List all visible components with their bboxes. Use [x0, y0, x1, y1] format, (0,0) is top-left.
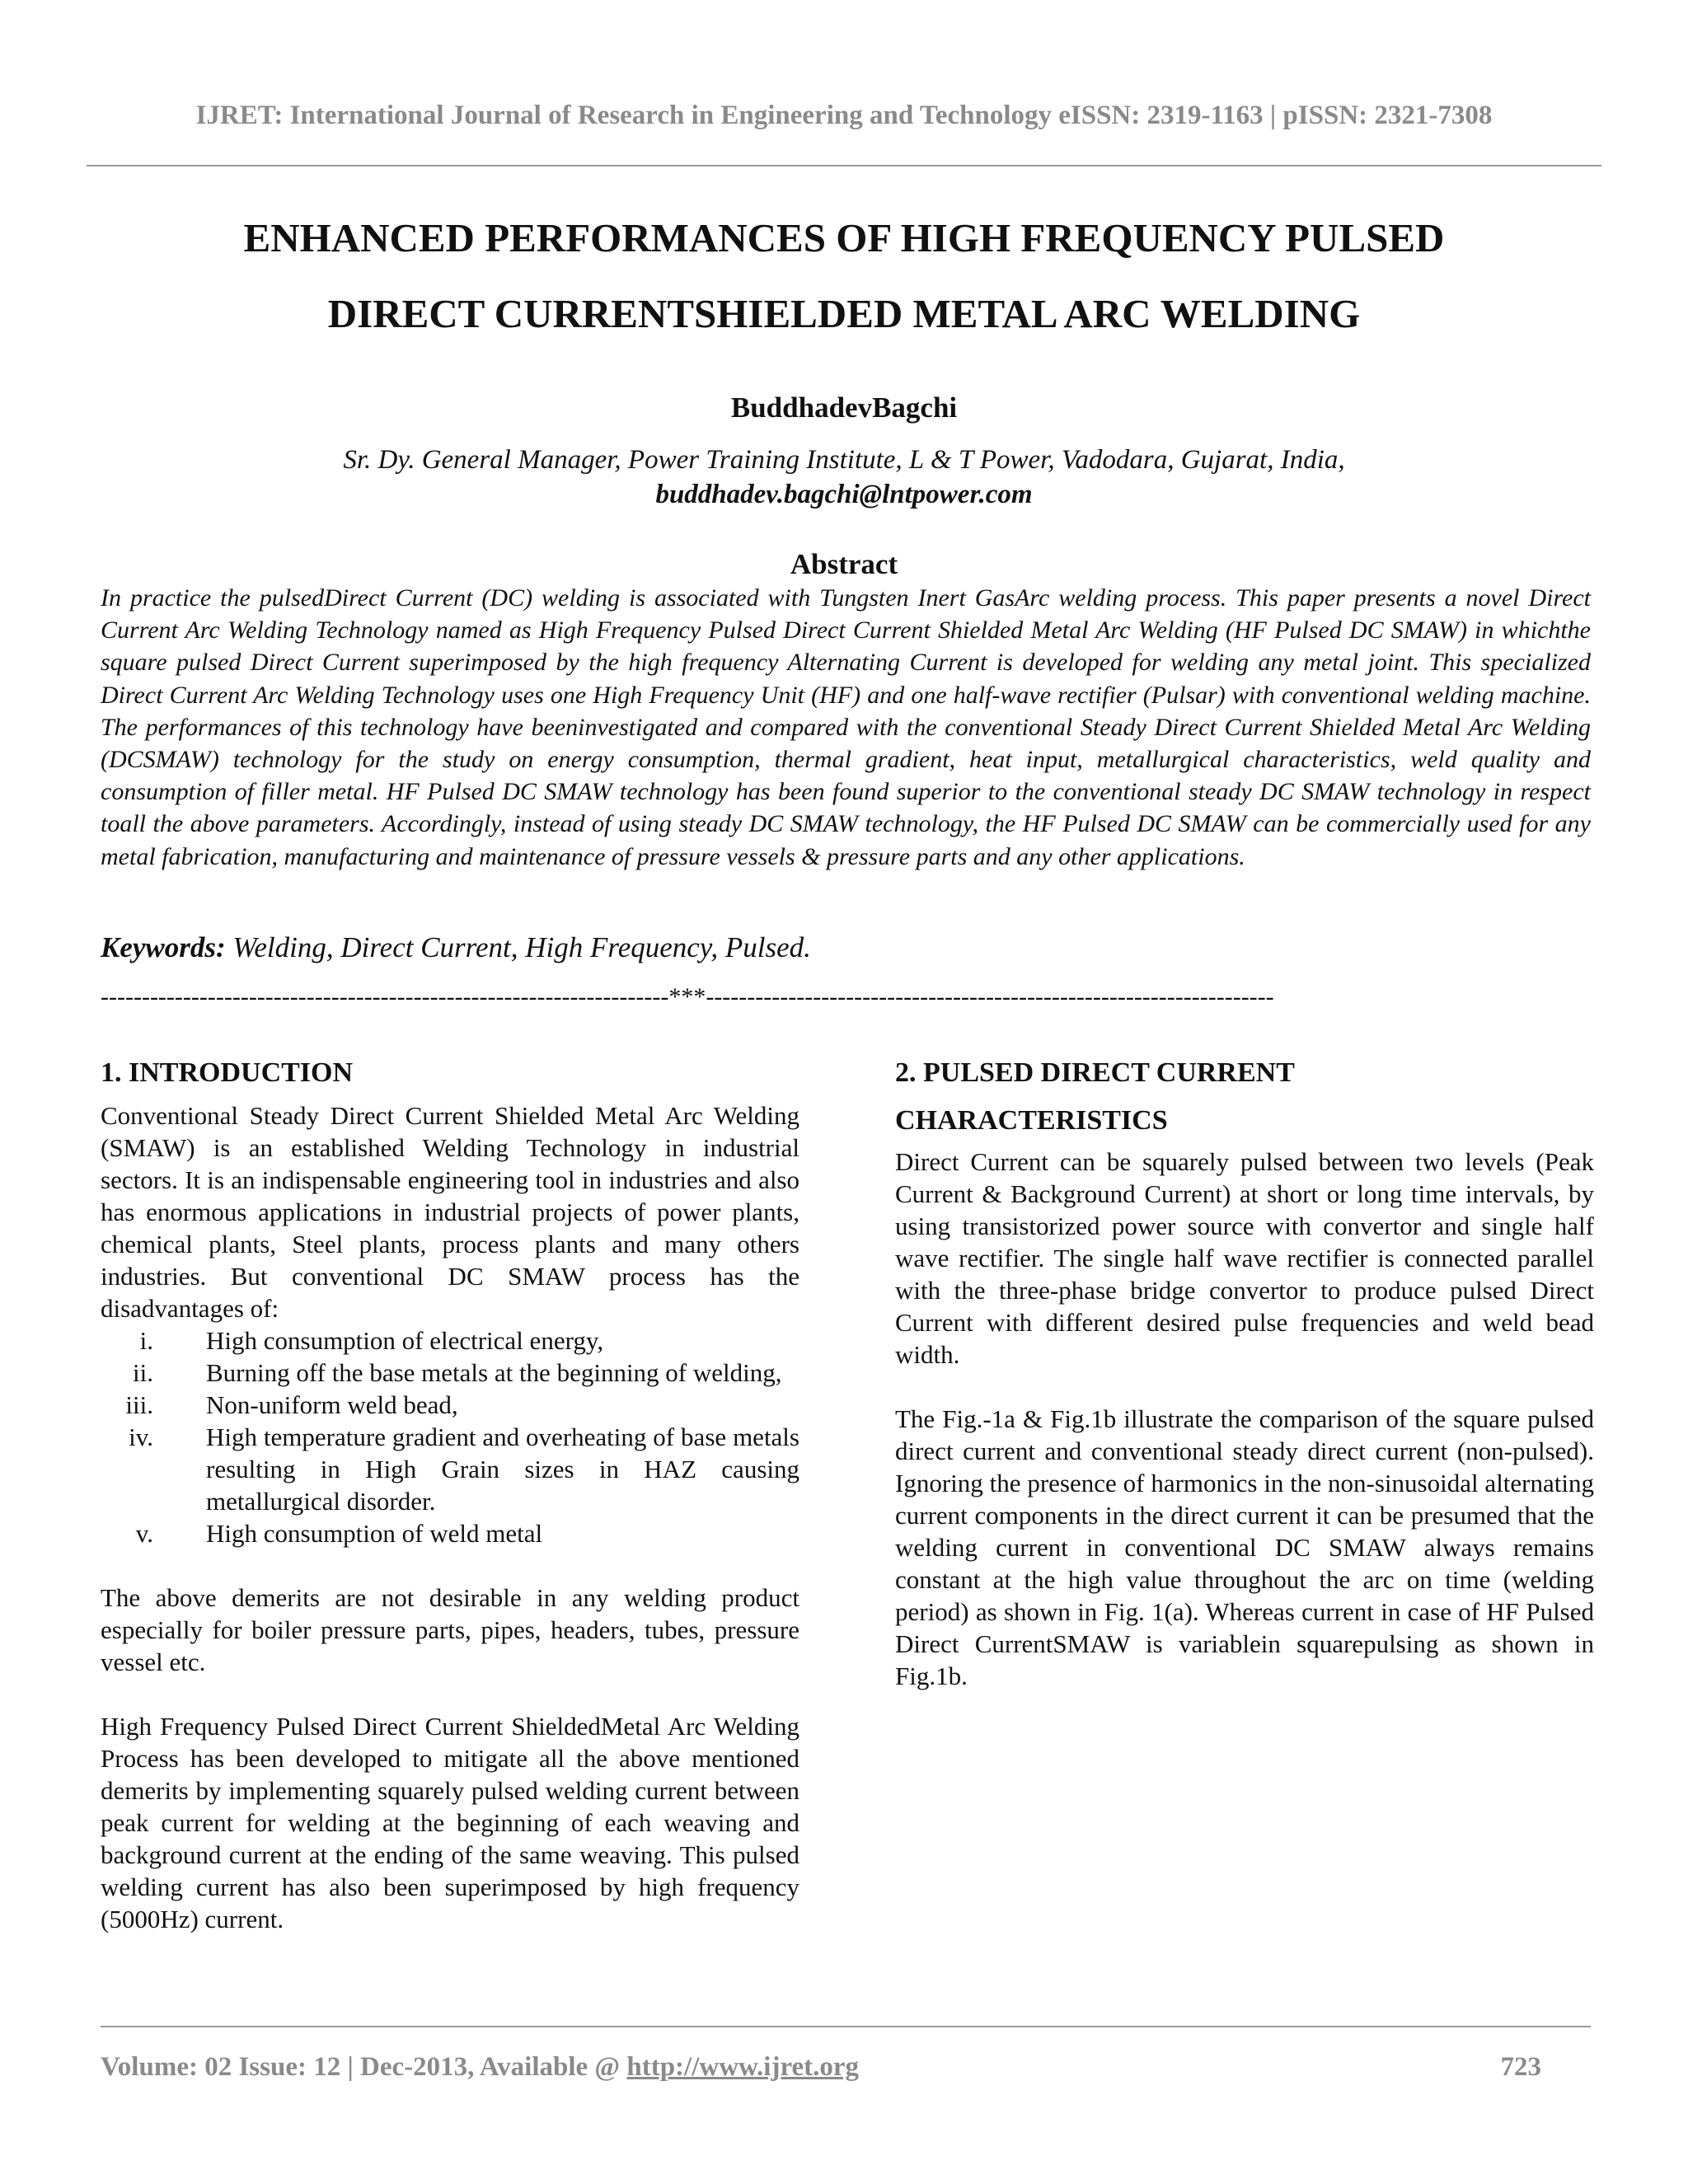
list-text: High consumption of weld metal — [206, 1519, 543, 1548]
title-line-2: DIRECT CURRENTSHIELDED METAL ARC WELDING — [327, 291, 1361, 336]
abstract-heading: Abstract — [790, 548, 898, 580]
section-1-paragraph-3: High Frequency Pulsed Direct Current ShieldedMetal Arc Welding Process has been developed to mitigate all the above mentioned demerits by implementing squarely pulsed welding current between peak current for welding at the beginning of each weaving and background current at the ending of the same weaving. This pulsed welding current has also been superimposed by high frequency (5000Hz) current. — [101, 1712, 799, 1933]
list-text: High temperature gradient and overheating of base metals resulting in High Grain sizes in HAZ causing metallurgical disorder. — [206, 1422, 799, 1516]
keywords-text: Welding, Direct Current, High Frequency, Pulsed. — [225, 931, 811, 963]
section-1-paragraph-2: The above demerits are not desirable in any welding product especially for boiler pressure parts, pipes, headers, tubes, pressure vessel etc. — [101, 1583, 799, 1676]
paper-title — [87, 200, 1601, 352]
list-text: Burning off the base metals at the beginning of welding, — [206, 1358, 782, 1387]
list-text: High consumption of electrical energy, — [206, 1326, 604, 1355]
section-separator: ---------------------------------------------------------------------***--------------------------------------------------------------------- — [101, 983, 1274, 1010]
disadvantages-list — [101, 1324, 799, 1549]
abstract-text: In practice the pulsedDirect Current (DC) welding is associated with Tungsten Inert GasArc welding process. This paper presents a novel Direct Current Arc Welding Technology named as High Frequency Pulsed Direct Current Shielded Metal Arc Welding (HF Pulsed DC SMAW) in whichthe square pulsed Direct Current superimposed by the high frequency Alternating Current is developed for welding any metal joint. This specialized Direct Current Arc Welding Technology uses one High Frequency Unit (HF) and one half-wave rectifier (Pulsar) with conventional welding machine. The performances of this technology have beeninvestigated and compared with the conventional Steady Direct Current Shielded Metal Arc Welding (DCSMAW) technology for the study on energy consumption, thermal gradient, heat input, metallurgical characteristics, weld quality and consumption of filler metal. HF Pulsed DC SMAW technology has been found superior to the conventional steady DC SMAW technology in respect toall the above parameters. Accordingly, instead of using steady DC SMAW technology, the HF Pulsed DC SMAW can be commercially used for any metal fabrication, manufacturing and maintenance of pressure vessels & pressure parts and any other applications. — [101, 584, 1591, 870]
section-2-paragraph-1: Direct Current can be squarely pulsed between two levels (Peak Current & Background Current) at short or long time intervals, by using transistorized power source with convertor and single half wave rectifier. The single half wave rectifier is connected parallel with the three-phase bridge convertor to produce pulsed Direct Current with different desired pulse frequencies and weld bead width. — [895, 1147, 1594, 1369]
list-text: Non-uniform weld bead, — [206, 1390, 458, 1419]
keywords — [101, 931, 1591, 964]
journal-header: IJRET: International Journal of Research in Engineering and Technology eISSN: 2319-1163 | pISSN: 2321-7308 — [195, 101, 1493, 130]
list-number: ii. — [133, 1358, 153, 1387]
footer-divider — [101, 2026, 1591, 2027]
author-email[interactable]: buddhadev.bagchi@lntpower.com — [655, 480, 1033, 509]
footer — [101, 2052, 1535, 2083]
journal-link[interactable]: http://www.ijret.org — [626, 2052, 860, 2082]
list-number: i. — [139, 1326, 153, 1355]
author-name: BuddhadevBagchi — [730, 391, 958, 424]
section-2-paragraph-2: The Fig.-1a & Fig.1b illustrate the comparison of the square pulsed direct current and conventional steady direct current (non-pulsed). Ignoring the presence of harmonics in the non-sinusoidal alternating current components in the direct current it can be presumed that the welding current in conventional DC SMAW always remains constant at the high value throughout the arc on time (welding period) as shown in Fig. 1(a). Whereas current in case of HF Pulsed Direct CurrentSMAW is variablein squarepulsing as shown in Fig.1b. — [895, 1404, 1594, 1690]
section-2 — [895, 1052, 1594, 1692]
page-number: 723 — [1500, 2052, 1541, 2082]
author-affiliation: Sr. Dy. General Manager, Power Training Institute, L & T Power, Vadodara, Gujarat, India, — [343, 445, 1345, 475]
list-item — [101, 1421, 799, 1517]
list-item — [101, 1517, 799, 1549]
section-1 — [101, 1052, 799, 1935]
section-2-heading-line-2: CHARACTERISTICS — [895, 1105, 1168, 1136]
section-2-heading-line-1: 2. PULSED DIRECT CURRENT — [895, 1057, 1295, 1088]
list-number: iv. — [129, 1422, 153, 1451]
section-1-paragraph-1: Conventional Steady Direct Current Shielded Metal Arc Welding (SMAW) is an established Welding Technology in industrial sectors. It is an indispensable engineering tool in industries and also has enormous applications in industrial projects of power plants, chemical plants, Steel plants, process plants and many others industries. But conventional DC SMAW process has the disadvantages of: — [101, 1101, 799, 1323]
title-line-1: ENHANCED PERFORMANCES OF HIGH FREQUENCY PULSED — [243, 215, 1445, 260]
footer-text: Volume: 02 Issue: 12 | Dec-2013, Available @ — [101, 2052, 627, 2082]
header-divider — [87, 165, 1601, 166]
list-item — [101, 1324, 799, 1357]
keywords-label: Keywords: — [101, 931, 226, 963]
section-1-heading: 1. INTRODUCTION — [101, 1057, 354, 1088]
list-item — [101, 1389, 799, 1421]
list-number: iii. — [125, 1390, 153, 1419]
list-number: v. — [135, 1519, 153, 1548]
list-item — [101, 1357, 799, 1389]
